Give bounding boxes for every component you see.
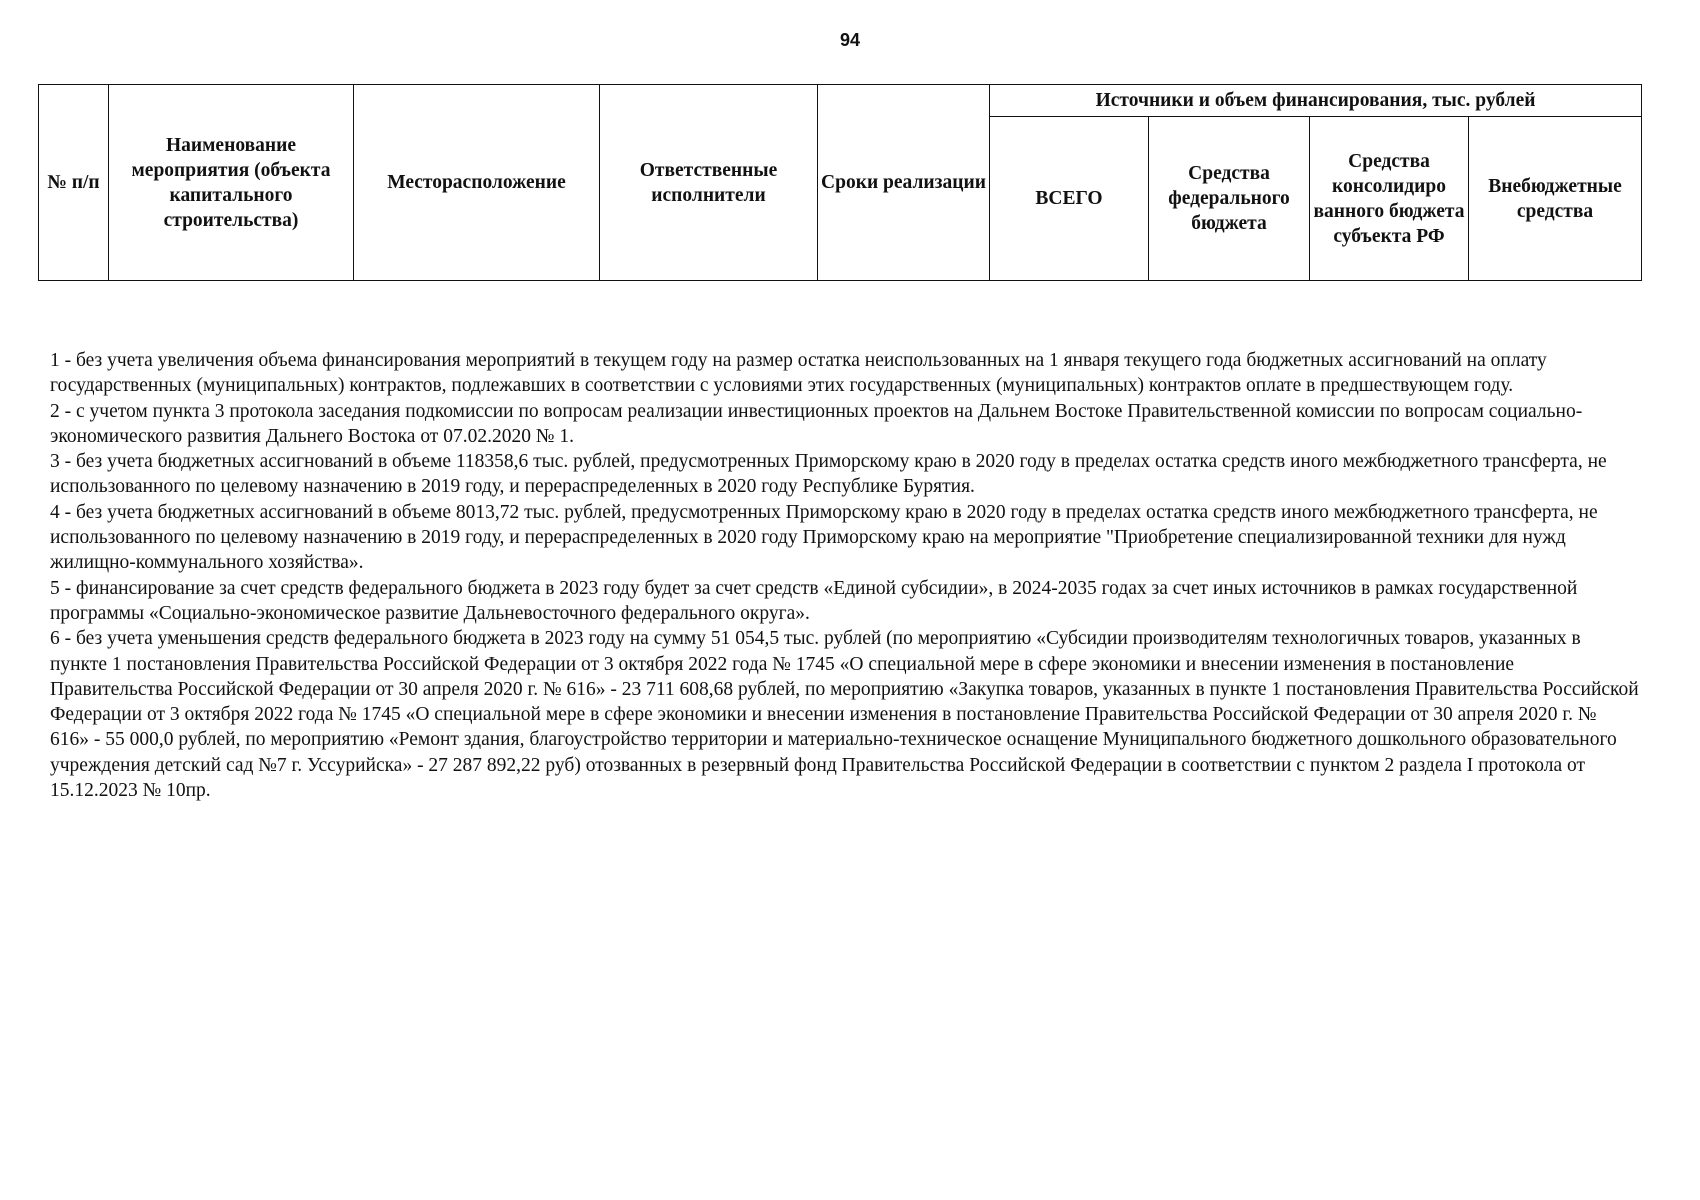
header-consolidated-budget: Средства консолидиро ванного бюджета субъекта РФ: [1310, 117, 1469, 281]
footnote-6: 6 - без учета уменьшения средств федерального бюджета в 2023 году на сумму 51 054,5 тыс. рублей (по мероприятию «Субсидии производителям технологичных товаров, указанных в пункте 1 постановления Правительства Российской Федерации от 3 октября 2022 года № 1745 «О специальной мере в сфере экономики и внесении изменения в постановление Правительства Российской Федерации от 30 апреля 2020 г. № 616» - 23 711 608,68 рублей, по мероприятию «Закупка товаров, указанных в пункте 1 постановления Правительства Российской Федерации от 3 октября 2022 года № 1745 «О специальной мере в сфере экономики и внесении изменения в постановление Правительства Российской Федерации от 30 апреля 2020 г. № 616» - 55 000,0 рублей, по мероприятию «Ремонт здания, благоустройство территории и материально-техническое оснащение Муниципального бюджетного дошкольного образовательного учреждения детский сад №7 г. Уссурийска» - 27 287 892,22 руб) отозванных в резервный фонд Правительства Российской Федерации в соответствии с пунктом 2 раздела I протокола от 15.12.2023 № 10пр.: [50, 628, 1639, 802]
footnote-2: 2 - с учетом пункта 3 протокола заседания подкомиссии по вопросам реализации инвестиционных проектов на Дальнем Востоке Правительственной комиссии по вопросам социально-экономического развития Дальнего Востока от 07.02.2020 № 1.: [50, 400, 1583, 447]
header-terms: Сроки реализации: [818, 85, 990, 281]
header-responsible: Ответственные исполнители: [600, 85, 818, 281]
header-event-name: Наименование мероприятия (объекта капитального строительства): [109, 85, 354, 281]
page-number: 94: [839, 30, 861, 50]
financing-table-header: [38, 84, 1642, 281]
footnote-4: 4 - без учета бюджетных ассигнований в объеме 8013,72 тыс. рублей, предусмотренных Приморскому краю в 2020 году в пределах остатка средств иного межбюджетного трансферта, не использованного по целевому назначению в 2019 году, и перераспределенных в 2020 году Приморскому краю на мероприятие "Приобретение специализированной техники для нужд жилищно-коммунального хозяйства».: [50, 501, 1598, 574]
footnotes: [50, 348, 1640, 803]
footnote-1: 1 - без учета увеличения объема финансирования мероприятий в текущем году на размер остатка неиспользованных на 1 января текущего года бюджетных ассигнований на оплату государственных (муниципальных) контрактов, подлежавших в соответствии с условиями этих государственных (муниципальных) контрактов оплате в предшествующем году.: [50, 350, 1547, 397]
footnote-5: 5 - финансирование за счет средств федерального бюджета в 2023 году будет за счет средств «Единой субсидии», в 2024-2035 годах за счет иных источников в рамках государственной программы «Социально-экономическое развитие Дальневосточного федерального округа».: [50, 577, 1578, 624]
header-total: ВСЕГО: [990, 117, 1149, 281]
header-number: № п/п: [39, 85, 109, 281]
footnote-3: 3 - без учета бюджетных ассигнований в объеме 118358,6 тыс. рублей, предусмотренных Приморскому краю в 2020 году в пределах остатка средств иного межбюджетного трансферта, не использованного по целевому назначению в 2019 году, и перераспределенных в 2020 году Республике Бурятия.: [50, 451, 1607, 498]
header-financing-group: Источники и объем финансирования, тыс. рублей: [990, 85, 1642, 117]
header-federal-budget: Средства федерального бюджета: [1149, 117, 1310, 281]
header-extrabudgetary: Внебюджетные средства: [1469, 117, 1642, 281]
header-location: Месторасположение: [354, 85, 600, 281]
